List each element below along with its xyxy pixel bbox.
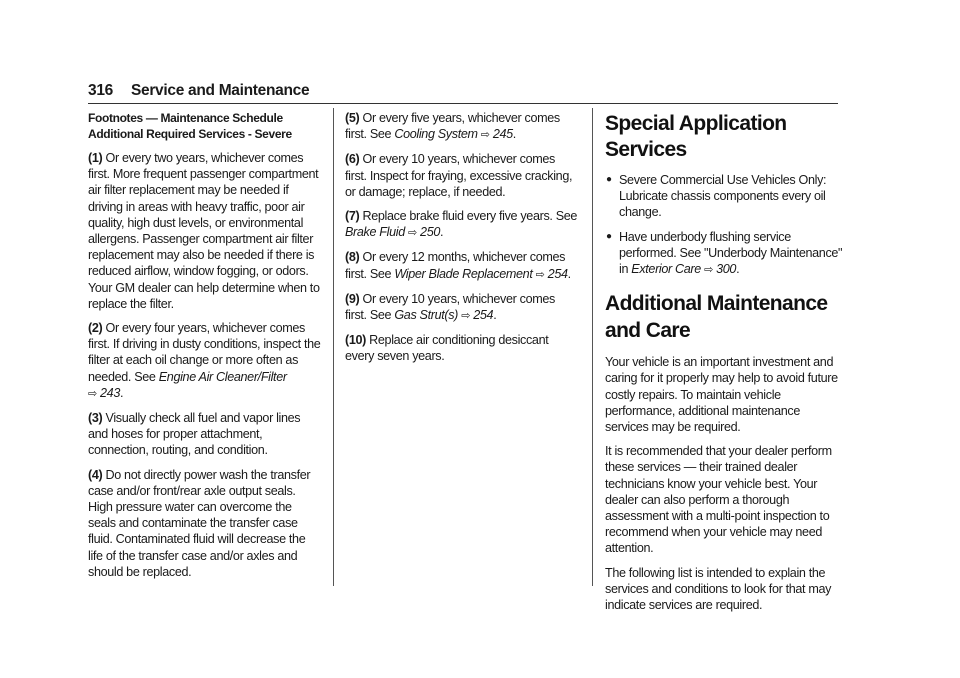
footnote-number: (10) xyxy=(345,333,366,348)
footnote-number: (2) xyxy=(88,321,103,336)
section-title: Service and Maintenance xyxy=(130,82,310,99)
footnote-number: (9) xyxy=(345,291,360,306)
column-2 xyxy=(345,110,579,373)
page-reference-arrow-icon: ⇨ xyxy=(704,264,713,277)
page-header xyxy=(88,82,309,104)
cross-reference-link[interactable]: Exterior Care xyxy=(631,262,701,277)
cross-reference-link[interactable]: Engine Air Cleaner/Filter xyxy=(158,369,287,384)
column-3 xyxy=(605,110,843,621)
special-application-heading: Special Application Services xyxy=(605,112,787,161)
paragraph-3: The following list is intended to explain the services and conditions to look for that may indicate services are required. xyxy=(605,565,832,613)
page-reference-arrow-icon: ⇨ xyxy=(88,387,97,400)
list-item xyxy=(605,172,843,221)
cross-reference-link[interactable]: Gas Strut(s) xyxy=(394,308,459,323)
page-reference-arrow-icon: ⇨ xyxy=(461,310,471,323)
heading-line-1: Additional Maintenance xyxy=(605,292,828,316)
page-reference[interactable]: 300 xyxy=(716,262,737,277)
column-1 xyxy=(88,110,322,588)
footnote-text: Or every two years, whichever comes first. More frequent passenger compartment air filter replacement may be needed if driving in areas with heavy traffic, poor air quality, high dust levels, or environmental allergens. Passenger compartment air filter replacement may also be needed if there is reduced airflow, window fogging, or odors. Your GM dealer can help determine when to replace the filter. xyxy=(88,151,320,311)
footnote-text: Replace air conditioning desiccant every seven years. xyxy=(345,333,549,364)
cross-reference-link[interactable]: Brake Fluid xyxy=(345,225,405,240)
footnote-text: Do not directly power wash the transfer case and/or front/rear axle output seals. High pressure water can overcome the seals and contaminate the transfer case fluid. Contaminated fluid will decrease the life of the transfer case and/or axles and should be replaced. xyxy=(88,467,311,579)
page-reference-arrow-icon: ⇨ xyxy=(408,227,417,240)
footnote-text: Or every four years, whichever comes first. If driving in dusty conditions, inspect the filter at each oil change or more often as needed. See xyxy=(88,321,321,384)
footnote-number: (8) xyxy=(345,250,360,265)
footnote-number: (1) xyxy=(88,151,103,165)
cross-reference-link[interactable]: Cooling System xyxy=(394,127,478,142)
footnote-6 xyxy=(345,151,579,200)
paragraph-1: Your vehicle is an important investment and caring for it properly may help to avoid future costly repairs. To maintain vehicle performance, additional maintenance services may be required. xyxy=(605,355,838,435)
additional-maintenance-heading xyxy=(605,290,843,344)
page-reference[interactable]: 245 xyxy=(492,127,513,142)
footnote-7: (7) Replace brake fluid every five years. See Brake Fluid ⇨ 250. xyxy=(345,209,578,240)
footnote-8: (8) Or every 12 months, whichever comes first. See Wiper Blade Replacement ⇨ 254. xyxy=(345,250,571,281)
list-item-text: Severe Commercial Use Vehicles Only: Lubricate chassis components every oil change. xyxy=(619,173,827,220)
footnote-text: Visually check all fuel and vapor lines and hoses for proper attachment, connection, routing, and condition. xyxy=(88,411,301,458)
list-item-text: Have underbody flushing service performed. See "Underbody Maintenance" in xyxy=(619,229,843,277)
footnote-text: Or every 12 months, whichever comes first. See xyxy=(345,250,566,281)
footnote-number: (4) xyxy=(88,467,103,482)
footnotes-title: Footnotes — Maintenance Schedule Additional Required Services - Severe xyxy=(88,111,292,141)
page-reference[interactable]: 254 xyxy=(547,266,568,281)
footnote-9: (9) Or every 10 years, whichever comes first. See Gas Strut(s) ⇨ 254. xyxy=(345,291,555,323)
footnote-number: (5) xyxy=(345,111,360,125)
bullet-dot-icon: ● xyxy=(606,230,612,242)
footnote-4 xyxy=(88,467,322,580)
special-services-list xyxy=(605,172,843,278)
heading-line-2: and Care xyxy=(605,319,691,343)
footnote-text: Or every 10 years, whichever comes first. See xyxy=(345,291,555,323)
footnote-number: (7) xyxy=(345,209,360,224)
bullet-dot-icon: ● xyxy=(606,174,612,185)
footnote-5: (5) Or every five years, whichever comes first. See Cooling System ⇨ 245. xyxy=(345,111,560,142)
page-reference-arrow-icon: ⇨ xyxy=(480,129,490,142)
footnote-text: Or every 10 years, whichever comes first. Inspect for fraying, excessive cracking, or damage; replace, if needed. xyxy=(345,152,573,199)
page-reference-arrow-icon: ⇨ xyxy=(535,268,545,281)
cross-reference-link[interactable]: Wiper Blade Replacement xyxy=(394,266,533,281)
footnote-10 xyxy=(345,332,579,364)
page-reference[interactable]: 243 xyxy=(100,385,120,400)
footnote-number: (6) xyxy=(345,152,360,167)
page-reference[interactable]: 250 xyxy=(420,225,441,240)
header-rule xyxy=(88,103,838,104)
footnote-1 xyxy=(88,150,322,312)
footnote-text: Replace brake fluid every five years. See xyxy=(362,209,578,224)
paragraph-2: It is recommended that your dealer perform these services — their trained dealer technicians know your vehicle best. Your dealer can also perform a thorough assessment with a multi-point inspection to recommend when your vehicle may need attention. xyxy=(605,444,832,556)
footnote-number: (3) xyxy=(88,411,103,426)
footnote-text: Or every five years, whichever comes first. See xyxy=(345,111,560,142)
footnote-3 xyxy=(88,410,322,459)
list-item: ● Have underbody flushing service performed. See "Underbody Maintenance" in Exterior Care ⇨ 300. xyxy=(606,229,843,277)
column-divider-1 xyxy=(333,108,334,586)
page-number: 316 xyxy=(88,82,113,99)
footnote-2: (2) Or every four years, whichever comes first. If driving in dusty conditions, inspect the filter at each oil change or more often as needed. See Engine Air Cleaner/Filter ⇨ 243. xyxy=(88,321,321,400)
page-reference[interactable]: 254 xyxy=(473,308,494,323)
column-divider-2 xyxy=(592,108,593,586)
